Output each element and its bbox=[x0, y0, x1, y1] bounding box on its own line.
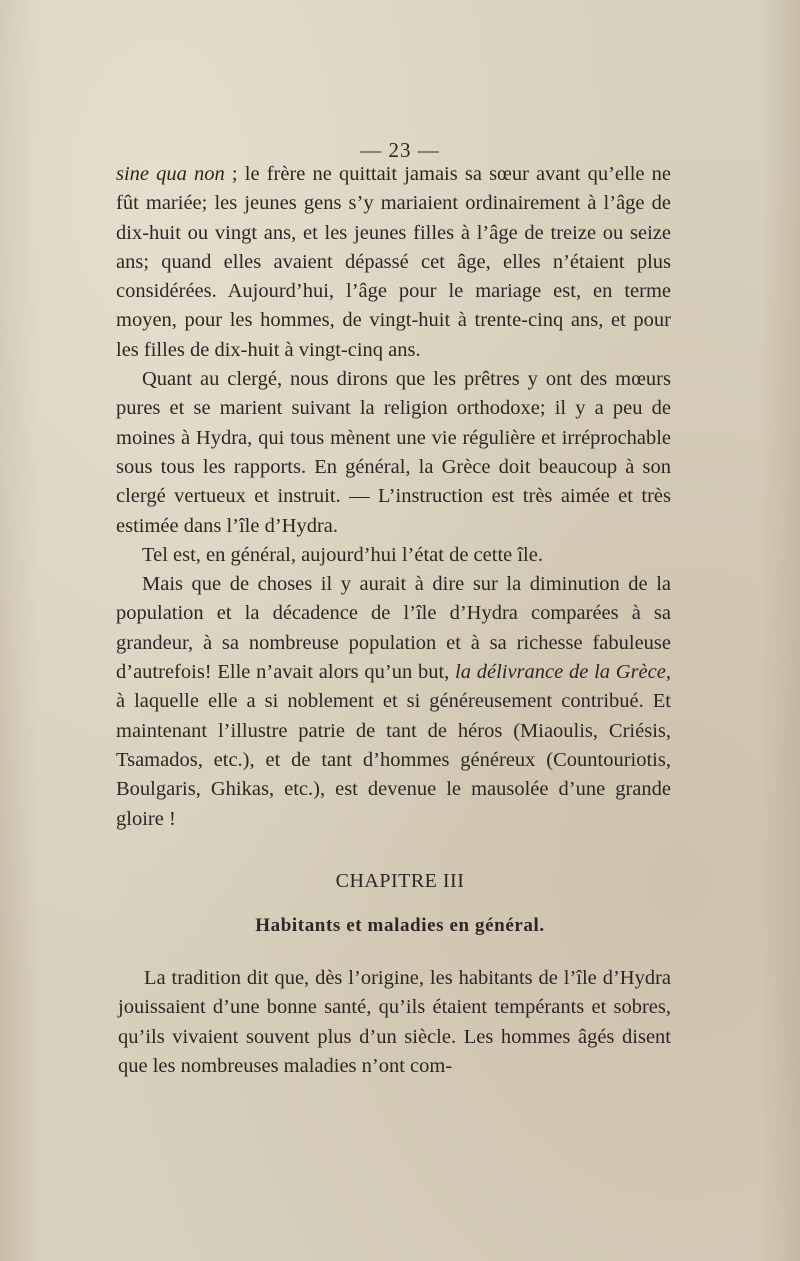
paragraph-text: Tel est, en général, aujourd’hui l’état de cette île. bbox=[142, 543, 543, 566]
paragraph-p2 bbox=[116, 365, 671, 541]
italic-text: sine qua non bbox=[116, 163, 225, 185]
body-text-bottom bbox=[118, 964, 671, 1081]
body-text-top bbox=[116, 160, 671, 834]
paragraph-p1 bbox=[116, 160, 671, 365]
paragraph-p4 bbox=[116, 570, 671, 834]
chapter-title: CHAPITRE III bbox=[335, 870, 465, 892]
paragraph-p5 bbox=[118, 964, 671, 1081]
page-number: — 23 — bbox=[360, 138, 440, 162]
chapter-subtitle: Habitants et maladies en général. bbox=[255, 915, 545, 936]
paragraph-text: Mais que de choses il y aurait à dire sur la diminution de la population et la décadence de l’île d’Hydra comparées à sa grandeur, à sa nombreuse population et à sa richesse fabuleuse d’autrefois! Elle n’avait alors qu’un but, bbox=[116, 573, 671, 684]
paragraph-text: La tradition dit que, dès l’origine, les habitants de l’île d’Hydra jouissaient d’une bonne santé, qu’ils étaient tempérants et sobres, qu’ils vivaient souvent plus d’un siècle. Les hommes âgés disent que les nombreuses maladies n’ont com- bbox=[118, 967, 671, 1077]
paragraph-text: Quant au clergé, nous dirons que les prêtres y ont des mœurs pures et se marient suivant la religion orthodoxe; il y a peu de moines à Hydra, qui tous mènent une vie régulière et irréprochable sous tous les rapports. En général, la Grèce doit beaucoup à son clergé vertueux et instruit. — L’instruction est très aimée et très estimée dans l’île d’Hydra. bbox=[116, 368, 671, 537]
paragraph-text: ; le frère ne quittait jamais sa sœur avant qu’elle ne fût mariée; les jeunes gens s’y mariaient ordinairement à l’âge de dix-huit ou vingt ans, et les jeunes filles à l’âge de treize ou seize ans; quand elles avaient dépassé cet âge, elles n’étaient plus considérées. Aujourd’hui, l’âge pour le mariage est, en terme moyen, pour les hommes, de vingt-huit à trente-cinq ans, et pour les filles de dix-huit à vingt-cinq ans. bbox=[116, 163, 671, 361]
paragraph-p3 bbox=[116, 541, 671, 570]
italic-text: la délivrance de la Grèce bbox=[455, 661, 666, 684]
paragraph-text: , à laquelle elle a si noblement et si généreusement contribué. Et maintenant l’illustre patrie de tant de héros (Miaoulis, Criésis, Tsamados, etc.), et de tant d’hommes généreux (Countouriotis, Boulgaris, Ghikas, etc.), est devenue le mausolée d’une grande gloire ! bbox=[116, 661, 671, 830]
